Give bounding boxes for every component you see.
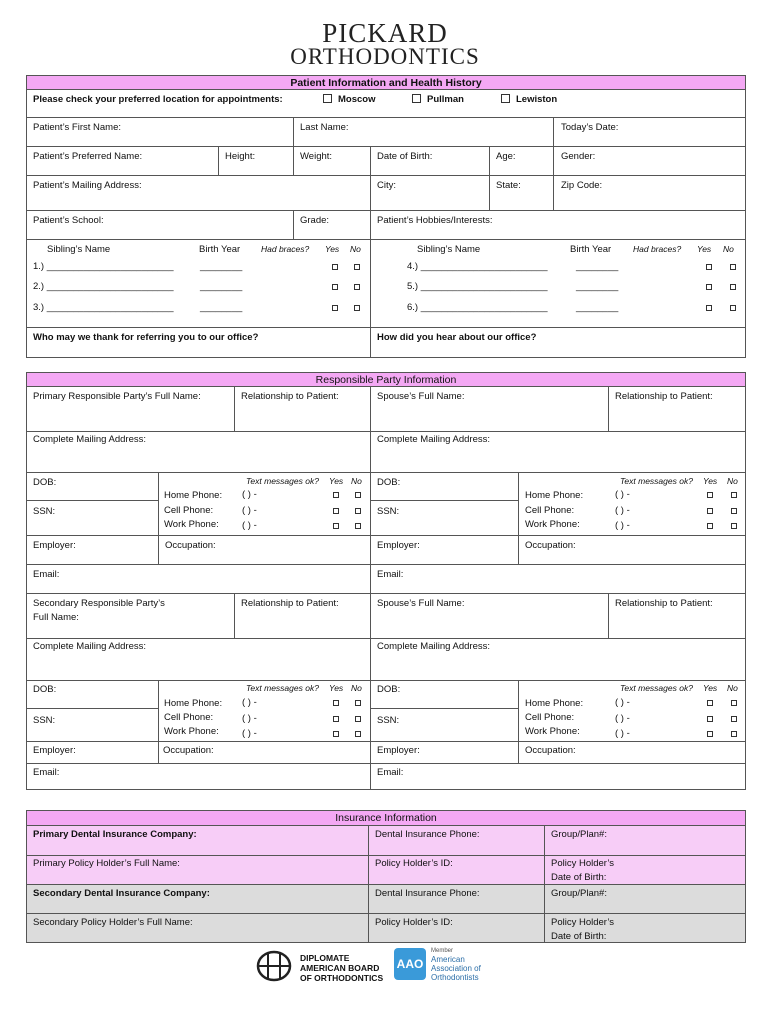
pullman-label: Pullman: [427, 94, 464, 105]
sibling-birth-6[interactable]: ________: [576, 302, 619, 313]
home-phone-label: Home Phone:: [164, 490, 223, 501]
sibling-row-3[interactable]: 3.) ________________________: [33, 302, 174, 313]
group-plan-label: Group/Plan#:: [551, 829, 607, 840]
home-yes-checkbox[interactable]: [333, 492, 339, 498]
holder-id-label: Policy Holder’s ID:: [375, 917, 453, 928]
responsible-section-box: [26, 386, 746, 790]
cell-yes-checkbox[interactable]: [333, 508, 339, 514]
sibling-birth-2[interactable]: ________: [200, 281, 243, 292]
lewiston-label: Lewiston: [516, 94, 558, 105]
work-yes-checkbox[interactable]: [333, 731, 339, 737]
work-phone-label: Work Phone:: [164, 726, 219, 737]
sibling-4-no-checkbox[interactable]: [730, 264, 736, 270]
cell-phone-label: Cell Phone:: [164, 712, 214, 723]
ssn-label: SSN:: [377, 715, 400, 726]
employer-label: Employer:: [377, 745, 420, 756]
weight-label: Weight:: [300, 151, 333, 162]
sibling-name-header: Sibling’s Name: [417, 244, 481, 255]
work-no-checkbox[interactable]: [355, 523, 361, 529]
employer-label: Employer:: [33, 745, 76, 756]
ssn-label: SSN:: [33, 506, 56, 517]
occupation-label: Occupation:: [165, 540, 216, 551]
no-header: No: [350, 244, 361, 254]
cell-yes-checkbox[interactable]: [707, 716, 713, 722]
occupation-label: Occupation:: [163, 745, 214, 756]
abo-line1: DIPLOMATE: [300, 953, 350, 963]
work-phone-label: Work Phone:: [525, 519, 580, 530]
home-yes-checkbox[interactable]: [333, 700, 339, 706]
spouse-name-label: Spouse’s Full Name:: [377, 391, 465, 402]
cell-phone-label: Cell Phone:: [525, 712, 575, 723]
mailing-address-label: Complete Mailing Address:: [377, 434, 490, 445]
sibling-6-no-checkbox[interactable]: [730, 305, 736, 311]
sibling-row-2[interactable]: 2.) ________________________: [33, 281, 174, 292]
email-label: Email:: [33, 569, 60, 580]
cell-no-checkbox[interactable]: [731, 716, 737, 722]
no-header: No: [351, 683, 362, 693]
cell-no-checkbox[interactable]: [355, 508, 361, 514]
last-name-label: Last Name:: [300, 122, 349, 133]
email-label: Email:: [33, 767, 60, 778]
sibling-row-6[interactable]: 6.) ________________________: [407, 302, 548, 313]
email-label: Email:: [377, 767, 404, 778]
work-phone-label: Work Phone:: [525, 726, 580, 737]
work-phone-field[interactable]: ( ) -: [615, 728, 630, 739]
sibling-birth-1[interactable]: ________: [200, 261, 243, 272]
work-no-checkbox[interactable]: [731, 731, 737, 737]
yes-header: Yes: [703, 476, 718, 486]
preferred-name-label: Patient’s Preferred Name:: [33, 151, 143, 162]
first-name-label: Patient’s First Name:: [33, 122, 121, 133]
text-ok-label: Text messages ok?: [620, 683, 693, 693]
pullman-checkbox[interactable]: [412, 94, 421, 103]
home-phone-field[interactable]: ( ) -: [615, 489, 630, 500]
work-no-checkbox[interactable]: [731, 523, 737, 529]
cell-no-checkbox[interactable]: [355, 716, 361, 722]
sibling-row-1[interactable]: 1.) ________________________: [33, 261, 174, 272]
sibling-4-yes-checkbox[interactable]: [706, 264, 712, 270]
dental-phone-label: Dental Insurance Phone:: [375, 829, 480, 840]
city-label: City:: [377, 180, 396, 191]
mailing-address-label: Complete Mailing Address:: [377, 641, 490, 652]
holder-dob-label-2: Date of Birth:: [551, 872, 607, 883]
relationship-label: Relationship to Patient:: [241, 391, 339, 402]
moscow-label: Moscow: [338, 94, 376, 105]
dob-label: Date of Birth:: [377, 151, 433, 162]
had-braces-header: Had braces?: [633, 244, 682, 254]
work-yes-checkbox[interactable]: [707, 523, 713, 529]
home-phone-field[interactable]: ( ) -: [242, 697, 257, 708]
text-ok-label: Text messages ok?: [246, 476, 319, 486]
cell-phone-label: Cell Phone:: [164, 505, 214, 516]
work-phone-field[interactable]: ( ) -: [615, 520, 630, 531]
home-no-checkbox[interactable]: [355, 700, 361, 706]
no-header: No: [727, 683, 738, 693]
sibling-2-no-checkbox[interactable]: [354, 284, 360, 290]
primary-insurance-company-label: Primary Dental Insurance Company:: [33, 829, 197, 840]
dob-label: DOB:: [377, 684, 401, 695]
yes-header: Yes: [329, 683, 344, 693]
cell-no-checkbox[interactable]: [731, 508, 737, 514]
primary-party-name-label: Primary Responsible Party’s Full Name:: [33, 391, 201, 402]
employer-label: Employer:: [377, 540, 420, 551]
group-plan-label: Group/Plan#:: [551, 888, 607, 899]
age-label: Age:: [496, 151, 516, 162]
dob-label: DOB:: [33, 684, 57, 695]
ssn-label: SSN:: [377, 506, 400, 517]
sibling-5-yes-checkbox[interactable]: [706, 284, 712, 290]
cell-phone-field[interactable]: ( ) -: [615, 505, 630, 516]
sibling-1-no-checkbox[interactable]: [354, 264, 360, 270]
location-prompt: Please check your preferred location for appointments:: [33, 94, 283, 105]
sibling-3-no-checkbox[interactable]: [354, 305, 360, 311]
employer-label: Employer:: [33, 540, 76, 551]
mailing-address-label: Patient’s Mailing Address:: [33, 180, 142, 191]
aao-line2: American: [431, 955, 465, 964]
home-phone-field[interactable]: ( ) -: [242, 489, 257, 500]
aao-line3: Association of: [431, 964, 481, 973]
sibling-birth-4[interactable]: ________: [576, 261, 619, 272]
dental-phone-label: Dental Insurance Phone:: [375, 888, 480, 899]
sibling-5-no-checkbox[interactable]: [730, 284, 736, 290]
aao-logo-icon: AAO: [394, 948, 426, 980]
birth-year-header: Birth Year: [199, 244, 241, 255]
moscow-checkbox[interactable]: [323, 94, 332, 103]
relationship-label: Relationship to Patient:: [615, 391, 713, 402]
cell-yes-checkbox[interactable]: [707, 508, 713, 514]
sibling-3-yes-checkbox[interactable]: [332, 305, 338, 311]
abo-line2: AMERICAN BOARD: [300, 963, 380, 973]
home-phone-label: Home Phone:: [164, 698, 223, 709]
home-yes-checkbox[interactable]: [707, 492, 713, 498]
occupation-label: Occupation:: [525, 540, 576, 551]
holder-dob-label-1: Policy Holder’s: [551, 858, 615, 869]
email-label: Email:: [377, 569, 404, 580]
relationship-label: Relationship to Patient:: [241, 598, 339, 609]
work-no-checkbox[interactable]: [355, 731, 361, 737]
ssn-label: SSN:: [33, 715, 56, 726]
home-no-checkbox[interactable]: [355, 492, 361, 498]
home-no-checkbox[interactable]: [731, 492, 737, 498]
grade-label: Grade:: [300, 215, 330, 226]
dob-label: DOB:: [33, 477, 57, 488]
secondary-holder-label: Secondary Policy Holder’s Full Name:: [33, 917, 193, 928]
abo-line3: OF ORTHODONTICS: [300, 973, 384, 983]
dob-label: DOB:: [377, 477, 401, 488]
hear-question: How did you hear about our office?: [377, 332, 537, 343]
sibling-birth-3[interactable]: ________: [200, 302, 243, 313]
occupation-label: Occupation:: [525, 745, 576, 756]
lewiston-checkbox[interactable]: [501, 94, 510, 103]
no-header: No: [351, 476, 362, 486]
sibling-row-5[interactable]: 5.) ________________________: [407, 281, 548, 292]
hobbies-label: Patient’s Hobbies/Interests:: [377, 215, 493, 226]
birth-year-header: Birth Year: [570, 244, 612, 255]
sibling-name-header: Sibling’s Name: [47, 244, 111, 255]
cell-phone-field[interactable]: ( ) -: [242, 505, 257, 516]
secondary-party-name-label-1: Secondary Responsible Party’s: [33, 598, 165, 609]
yes-header: Yes: [329, 476, 344, 486]
work-phone-label: Work Phone:: [164, 519, 219, 530]
cell-phone-field[interactable]: ( ) -: [615, 713, 630, 724]
cell-yes-checkbox[interactable]: [333, 716, 339, 722]
secondary-party-name-label-2: Full Name:: [33, 612, 79, 623]
todays-date-label: Today’s Date:: [561, 122, 619, 133]
home-phone-label: Home Phone:: [525, 490, 584, 501]
cell-phone-label: Cell Phone:: [525, 505, 575, 516]
home-phone-label: Home Phone:: [525, 698, 584, 709]
gender-label: Gender:: [561, 151, 596, 162]
mailing-address-label: Complete Mailing Address:: [33, 641, 146, 652]
sibling-1-yes-checkbox[interactable]: [332, 264, 338, 270]
logo-orthodontics: ORTHODONTICS: [290, 44, 480, 69]
spouse-name-label: Spouse’s Full Name:: [377, 598, 465, 609]
sibling-row-4[interactable]: 4.) ________________________: [407, 261, 548, 272]
work-phone-field[interactable]: ( ) -: [242, 520, 257, 531]
holder-id-label: Policy Holder’s ID:: [375, 858, 453, 869]
referral-question: Who may we thank for referring you to our office?: [33, 332, 259, 343]
insurance-section-header: Insurance Information: [26, 810, 746, 826]
height-label: Height:: [225, 151, 256, 162]
responsible-section-header: Responsible Party Information: [26, 372, 746, 387]
no-header: No: [723, 244, 734, 254]
work-yes-checkbox[interactable]: [707, 731, 713, 737]
had-braces-header: Had braces?: [261, 244, 310, 254]
relationship-label: Relationship to Patient:: [615, 598, 713, 609]
zip-label: Zip Code:: [561, 180, 603, 191]
holder-dob-label-1: Policy Holder’s: [551, 917, 615, 928]
home-phone-field[interactable]: ( ) -: [615, 697, 630, 708]
holder-dob-label-2: Date of Birth:: [551, 931, 607, 942]
patient-section-header: Patient Information and Health History: [26, 75, 746, 90]
yes-header: Yes: [703, 683, 718, 693]
logo-pickard: PICKARD: [322, 18, 448, 48]
text-ok-label: Text messages ok?: [246, 683, 319, 693]
cell-phone-field[interactable]: ( ) -: [242, 713, 257, 724]
mailing-address-label: Complete Mailing Address:: [33, 434, 146, 445]
abo-logo-icon: [254, 950, 294, 982]
home-yes-checkbox[interactable]: [707, 700, 713, 706]
work-phone-field[interactable]: ( ) -: [242, 728, 257, 739]
aao-line1: Member: [431, 948, 454, 954]
state-label: State:: [496, 180, 521, 191]
aao-line4: Orthodontists: [431, 973, 479, 982]
home-no-checkbox[interactable]: [731, 700, 737, 706]
sibling-2-yes-checkbox[interactable]: [332, 284, 338, 290]
sibling-birth-5[interactable]: ________: [576, 281, 619, 292]
work-yes-checkbox[interactable]: [333, 523, 339, 529]
sibling-6-yes-checkbox[interactable]: [706, 305, 712, 311]
secondary-insurance-company-label: Secondary Dental Insurance Company:: [33, 888, 210, 899]
yes-header: Yes: [697, 244, 712, 254]
yes-header: Yes: [325, 244, 340, 254]
primary-holder-label: Primary Policy Holder’s Full Name:: [33, 858, 180, 869]
no-header: No: [727, 476, 738, 486]
school-label: Patient’s School:: [33, 215, 104, 226]
text-ok-label: Text messages ok?: [620, 476, 693, 486]
